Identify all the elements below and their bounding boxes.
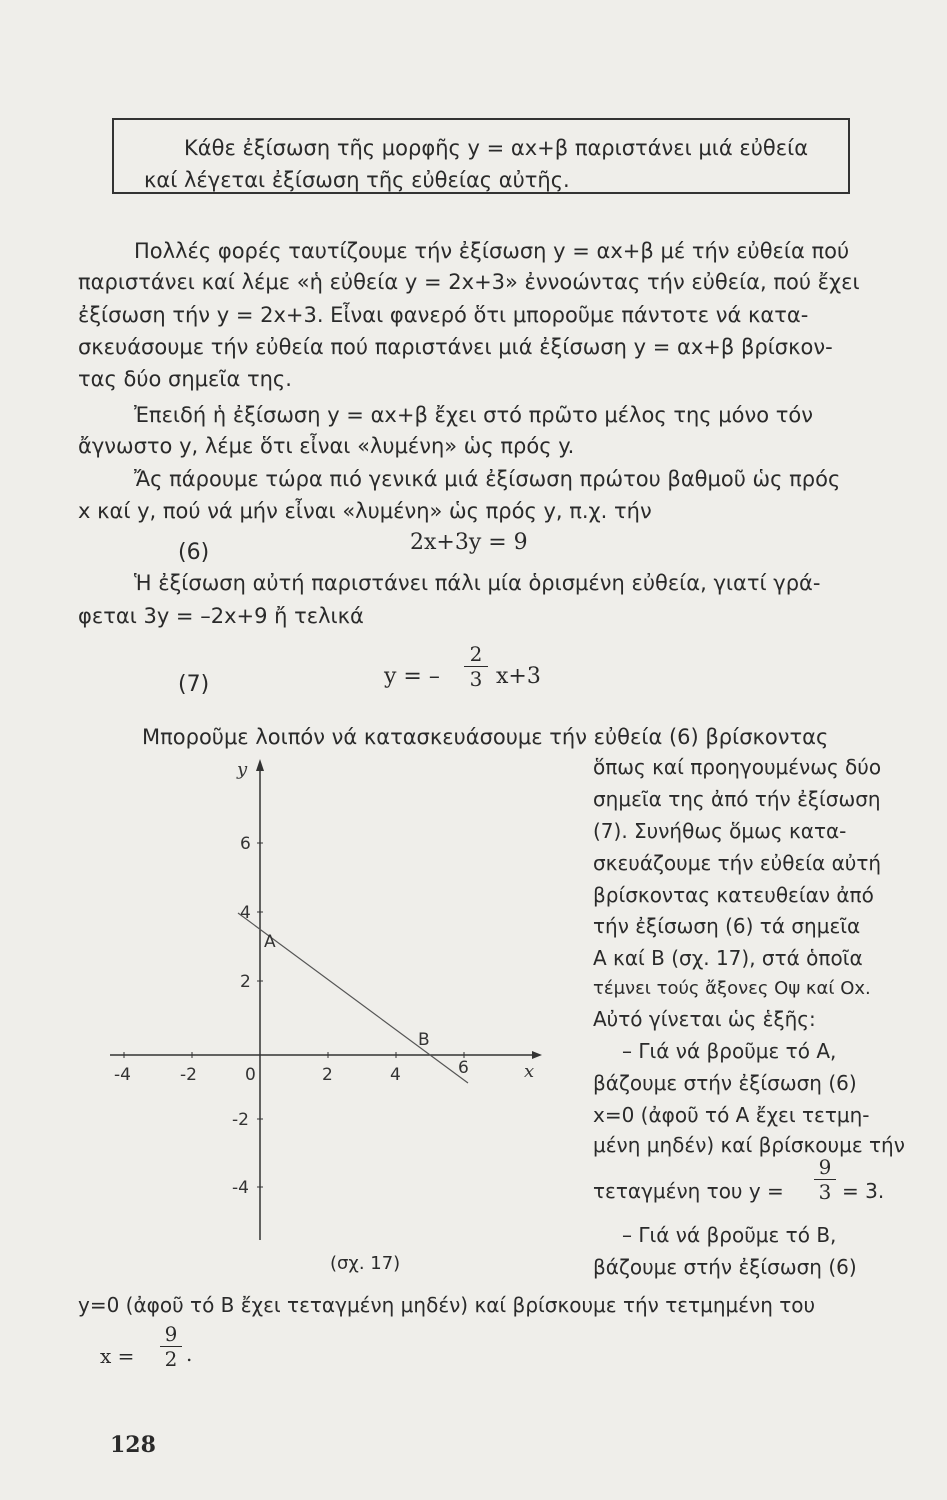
eq7-den: 3 bbox=[469, 667, 483, 691]
x-tick-label: -4 bbox=[114, 1065, 131, 1085]
definition-line-1: Κάθε ἐξίσωση τῆς μορφῆς y = αx+β παριστάνει μιά εὐθεία bbox=[184, 136, 809, 160]
right-col-line-2: σημεῖα της ἀπό τήν ἐξίσωση bbox=[593, 787, 881, 811]
ordinate-fraction bbox=[814, 1155, 836, 1204]
eq7-label: (7) bbox=[178, 672, 210, 697]
y-tick-label: -2 bbox=[232, 1110, 249, 1130]
right-col-line-4: σκευάζουμε τήν εὐθεία αὐτή bbox=[593, 851, 882, 875]
eq7-fraction bbox=[464, 642, 488, 691]
eq6-expr: 2x+3y = 9 bbox=[410, 530, 528, 555]
eq7-rhs: x+3 bbox=[496, 664, 541, 689]
p4-line-1: Ἡ ἐξίσωση αὐτή παριστάνει πάλι μία ὁρισμένη εὐθεία, γιατί γρά- bbox=[134, 571, 821, 595]
eq6-label: (6) bbox=[178, 540, 210, 565]
p1-line-4: σκευάσουμε τήν εὐθεία πού παριστάνει μιά ἐξίσωση y = αx+β βρίσκον- bbox=[78, 335, 833, 359]
right-col-line-8: τέμνει τούς ἄξονες Oψ καί Ox. bbox=[593, 978, 871, 999]
ordinate-result: = 3. bbox=[842, 1179, 885, 1203]
p5-line-1: Μποροῦμε λοιπόν νά κατασκευάσουμε τήν εὐθεία (6) βρίσκοντας bbox=[142, 725, 829, 749]
y-axis-arrow bbox=[256, 759, 264, 771]
p1-line-3: ἐξίσωση τήν y = 2x+3. Εἶναι φανερό ὅτι μποροῦμε πάντοτε νά κατα- bbox=[78, 303, 809, 327]
page-number: 128 bbox=[110, 1432, 156, 1458]
right-col-line-6: τήν ἐξίσωση (6) τά σημεῖα bbox=[593, 914, 861, 938]
ordinate-den: 3 bbox=[818, 1180, 832, 1204]
p3-line-1: Ἄς πάρουμε τώρα πιό γενικά μιά ἐξίσωση πρώτου βαθμοῦ ὡς πρός bbox=[134, 467, 841, 491]
p1-line-1: Πολλές φορές ταυτίζουμε τήν ἐξίσωση y = αx+β μέ τήν εὐθεία πού bbox=[134, 239, 850, 263]
figure-caption: (σχ. 17) bbox=[330, 1253, 401, 1274]
x-axis-arrow bbox=[532, 1051, 542, 1059]
right-col-line-11: βάζουμε στήν ἐξίσωση (6) bbox=[593, 1071, 857, 1095]
p3-line-2: x καί y, πού νά μήν εἶναι «λυμένη» ὡς πρός y, π.χ. τήν bbox=[78, 499, 652, 523]
right-col-line-12: x=0 (ἀφοῦ τό A ἔχει τετμη- bbox=[593, 1103, 870, 1127]
right-col-line-9: Αὐτό γίνεται ὡς ἑξῆς: bbox=[593, 1007, 816, 1031]
p2-line-1: Ἐπειδή ἡ ἐξίσωση y = αx+β ἔχει στό πρῶτο μέλος της μόνο τόν bbox=[134, 403, 813, 427]
x-tick-label: 4 bbox=[390, 1065, 401, 1085]
x-axis-label: x bbox=[524, 1061, 535, 1082]
x-tick-label: 6 bbox=[458, 1058, 469, 1078]
y-axis-label: y bbox=[237, 759, 248, 780]
right-col2-line-1: – Γιά νά βροῦμε τό B, bbox=[622, 1223, 837, 1247]
x-result-num: 9 bbox=[160, 1322, 182, 1347]
p2-line-2: ἄγνωστο y, λέμε ὅτι εἶναι «λυμένη» ὡς πρός y. bbox=[78, 434, 575, 458]
x-tick-label: 0 bbox=[245, 1065, 256, 1085]
x-tick-label: 2 bbox=[322, 1065, 333, 1085]
last-line: y=0 (ἀφοῦ τό B ἔχει τεταγμένη μηδέν) καί βρίσκουμε τήν τετμημένη του bbox=[78, 1293, 816, 1317]
x-result-fraction bbox=[160, 1322, 182, 1371]
p4-line-2: φεται 3y = –2x+9 ἤ τελικά bbox=[78, 604, 364, 628]
y-tick-label: -4 bbox=[232, 1178, 249, 1198]
right-col-line-10: – Γιά νά βροῦμε τό A, bbox=[622, 1039, 837, 1063]
y-tick-label: 4 bbox=[240, 903, 251, 923]
definition-line-2: καί λέγεται ἐξίσωση τῆς εὐθείας αὐτῆς. bbox=[144, 168, 570, 192]
right-col-line-5: βρίσκοντας κατευθείαν ἀπό bbox=[593, 883, 874, 907]
eq7-num: 2 bbox=[464, 642, 488, 667]
y-tick-label: 6 bbox=[240, 834, 251, 854]
ordinate-text: τεταγμένη του y = bbox=[593, 1179, 784, 1203]
eq7-lhs: y = – bbox=[384, 664, 440, 689]
definition-box bbox=[112, 118, 850, 194]
coordinate-graph bbox=[100, 755, 550, 1255]
right-col2-line-2: βάζουμε στήν ἐξίσωση (6) bbox=[593, 1255, 857, 1279]
p1-line-2: παριστάνει καί λέμε «ἡ εὐθεία y = 2x+3» ἐννοώντας τήν εὐθεία, πού ἔχει bbox=[78, 270, 860, 294]
x-result-den: 2 bbox=[164, 1347, 178, 1371]
p1-line-5: τας δύο σημεῖα της. bbox=[78, 367, 292, 391]
y-tick-label: 2 bbox=[240, 972, 251, 992]
right-col-line-7: A καί B (σχ. 17), στά ὁποῖα bbox=[593, 946, 863, 970]
point-b-label: B bbox=[418, 1030, 430, 1050]
x-result-end: . bbox=[186, 1342, 193, 1366]
ordinate-num: 9 bbox=[814, 1155, 836, 1180]
point-a-label: A bbox=[264, 932, 276, 952]
right-col-line-1: ὅπως καί προηγουμένως δύο bbox=[593, 755, 882, 779]
x-result-text: x = bbox=[100, 1344, 135, 1368]
x-tick-label: -2 bbox=[180, 1065, 197, 1085]
right-col-line-3: (7). Συνήθως ὅμως κατα- bbox=[593, 819, 847, 843]
right-col-line-13: μένη μηδέν) καί βρίσκουμε τήν bbox=[593, 1133, 905, 1157]
